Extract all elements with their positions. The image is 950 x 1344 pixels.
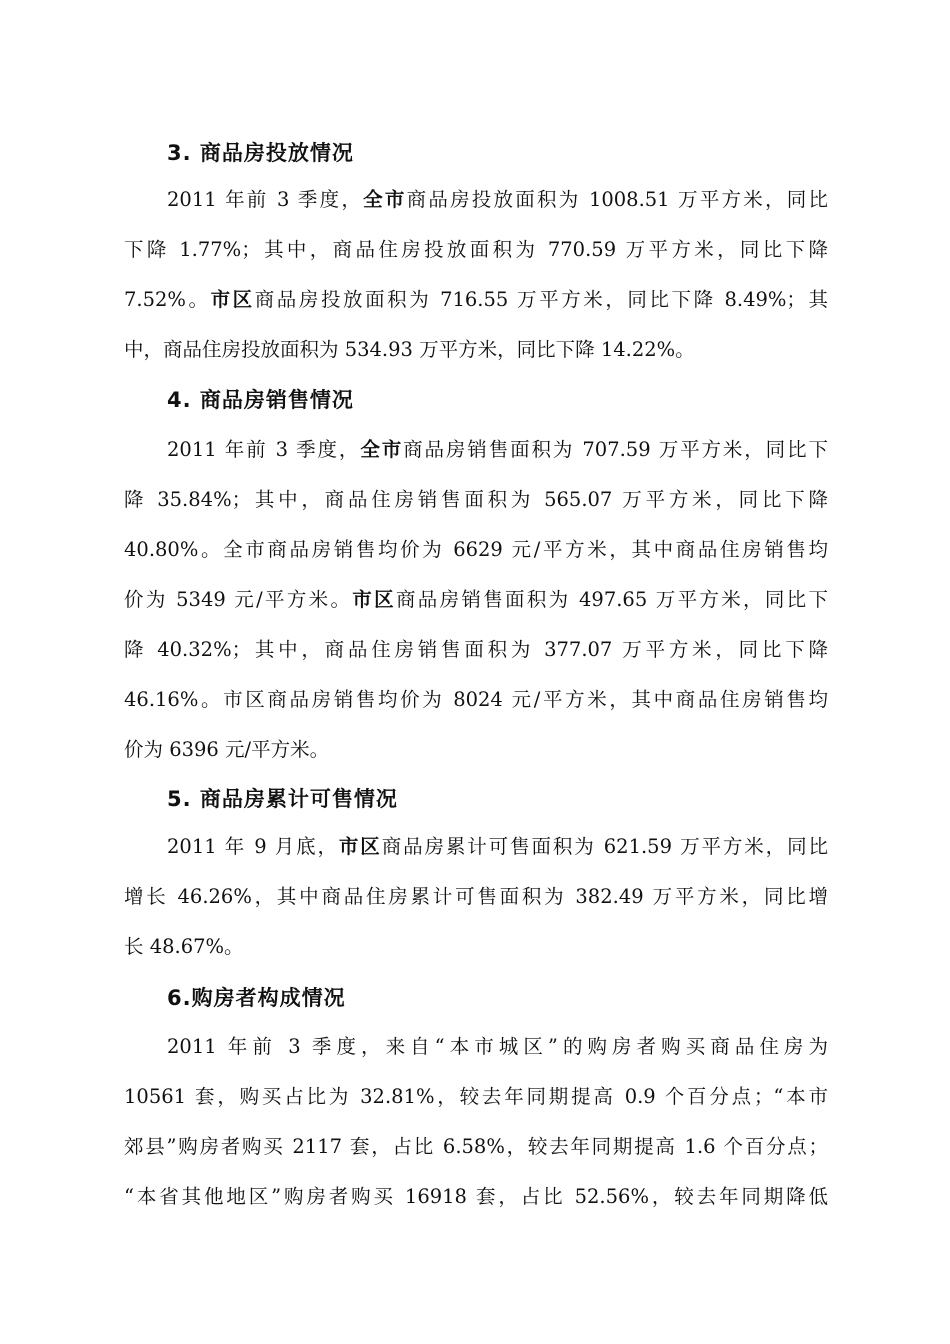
text-run: 2011 年前 3 季度， — [167, 438, 361, 461]
paragraph-line — [124, 872, 828, 922]
paragraph-line — [124, 175, 828, 225]
text-run: 7.52%。 — [124, 288, 211, 311]
text-run: 长 48.67%。 — [124, 935, 244, 958]
text-run: 2011 年 9 月底， — [167, 835, 339, 858]
paragraph-line — [124, 325, 828, 375]
text-run: 增长 46.26%，其中商品住房累计可售面积为 382.49 万平方米，同比增 — [124, 885, 828, 908]
section-heading-5: 5. 商品房累计可售情况 — [167, 787, 398, 811]
section-paragraph-6 — [124, 1022, 828, 1222]
bold-keyword: 全市 — [363, 188, 407, 211]
text-run: 46.16%。市区商品房销售均价为 8024 元/平方米，其中商品住房销售均 — [124, 688, 828, 711]
text-run: 2011 年前 3 季度，来自“本市城区”的购房者购买商品住房为 — [167, 1035, 828, 1058]
section-heading-3: 3. 商品房投放情况 — [167, 141, 354, 165]
text-run: 商品房投放面积为 716.55 万平方米，同比下降 8.49%；其 — [254, 288, 828, 311]
paragraph-line — [124, 225, 828, 275]
text-run: 价为 5349 元/平方米。 — [124, 588, 353, 611]
text-run: 商品房投放面积为 1008.51 万平方米，同比 — [406, 188, 828, 211]
section-paragraph-3 — [124, 175, 828, 375]
paragraph-line — [124, 1172, 828, 1222]
bold-keyword: 市区 — [210, 288, 255, 311]
paragraph-line — [124, 425, 828, 475]
paragraph-line — [124, 675, 828, 725]
text-run: 降 35.84%；其中，商品住房销售面积为 565.07 万平方米，同比下降 — [124, 488, 828, 511]
paragraph-line — [124, 625, 828, 675]
text-run: 商品房销售面积为 497.65 万平方米，同比下 — [395, 588, 828, 611]
paragraph-line — [124, 525, 828, 575]
paragraph-line — [124, 1072, 828, 1122]
paragraph-line — [124, 725, 828, 775]
section-heading-4: 4. 商品房销售情况 — [167, 388, 354, 412]
text-run: 商品房销售面积为 707.59 万平方米，同比下 — [403, 438, 828, 461]
text-run: 商品房累计可售面积为 621.59 万平方米，同比 — [381, 835, 828, 858]
paragraph-line — [124, 575, 828, 625]
text-run: 40.80%。全市商品房销售均价为 6629 元/平方米，其中商品住房销售均 — [124, 538, 828, 561]
bold-keyword: 市区 — [352, 588, 396, 611]
bold-keyword: 市区 — [338, 835, 382, 858]
paragraph-line — [124, 822, 828, 872]
paragraph-line — [124, 922, 828, 972]
text-run: 降 40.32%；其中，商品住房销售面积为 377.07 万平方米，同比下降 — [124, 638, 828, 661]
paragraph-line — [124, 1122, 828, 1172]
text-run: “本省其他地区”购房者购买 16918 套，占比 52.56%，较去年同期降低 — [124, 1185, 828, 1208]
section-paragraph-5 — [124, 822, 828, 972]
text-run: 下降 1.77%；其中，商品住房投放面积为 770.59 万平方米，同比下降 — [124, 238, 828, 261]
text-run: 中，商品住房投放面积为 534.93 万平方米，同比下降 14.22%。 — [124, 338, 695, 361]
text-run: 价为 6396 元/平方米。 — [124, 738, 330, 761]
text-run: 郊县”购房者购买 2117 套，占比 6.58%，较去年同期提高 1.6 个百分点； — [124, 1135, 828, 1158]
paragraph-line — [124, 1022, 828, 1072]
bold-keyword: 全市 — [360, 438, 404, 461]
section-heading-6: 6.购房者构成情况 — [167, 986, 346, 1010]
section-paragraph-4 — [124, 425, 828, 775]
paragraph-line — [124, 475, 828, 525]
paragraph-line — [124, 275, 828, 325]
text-run: 10561 套，购买占比为 32.81%，较去年同期提高 0.9 个百分点；“本市 — [124, 1085, 828, 1108]
text-run: 2011 年前 3 季度， — [167, 188, 364, 211]
